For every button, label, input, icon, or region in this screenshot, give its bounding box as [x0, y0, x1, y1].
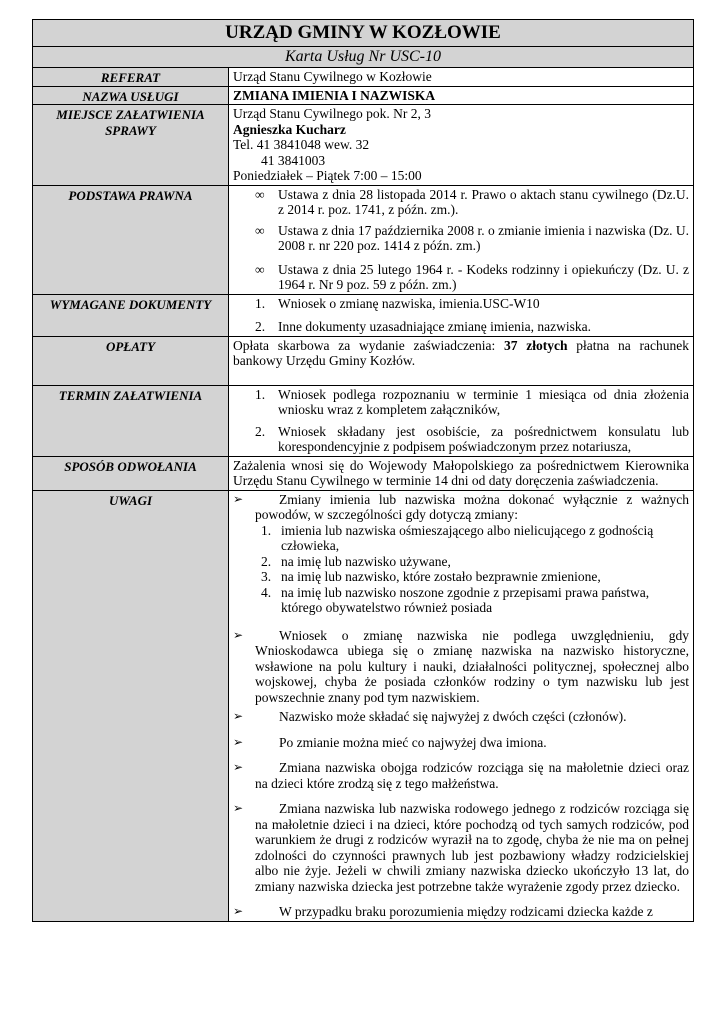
arrow-bullet-icon: ➢: [233, 734, 244, 749]
office-hours: Poniedziałek – Piątek 7:00 – 15:00: [233, 168, 422, 183]
remark-subitem: 1. imienia lub nazwiska ośmieszającego albo nielicującego z godnością człowieka,: [261, 522, 654, 553]
service-card: [32, 19, 693, 922]
row-sposob-odwolania: [33, 456, 694, 490]
phone-primary: Tel. 41 3841048 wew. 32: [233, 137, 370, 152]
document-item: 2. Inne dokumenty uzasadniające zmianę imienia, nazwiska.: [255, 319, 591, 334]
remark-item: ➢ Zmiany imienia lub nazwiska można dokonać wyłącznie z ważnych powodów, w szczególności gdy dotyczą zmiany: 1. imienia lub nazwiska ośmieszającego albo nielicującego z godnością człowieka, 2. na imię lub nazwisko używane, 3. na imię lub nazwisko, które zostało bezprawnie zmienione, 4. na imię lub nazwisko noszone zgodnie z przepisami prawa państwa, którego obywatelstwo również posiada: [233, 491, 689, 615]
contact-person: Agnieszka Kucharz: [233, 121, 346, 137]
value-referat: Urząd Stanu Cywilnego w Kozłowie: [229, 68, 694, 87]
remark-item: ➢ Zmiana nazwiska lub nazwiska rodowego jednego z rodziców rozciąga się na małoletnie dzieci i na dzieci, które pochodzą od tych samych rodziców, pod warunkiem że drugi z rodziców wyraził na to zgodę, chyba że nie ma on pełnej zdolności do czynności prawnych lub jest pozbawiony władzy rodzicielskiej albo nie żyje. Jeżeli w chwili zmiany nazwiska dziecko ukończyło 13 lat, do zmiany nazwiska dziecka jest potrzebne także wyrażenie zgody przez dziecko.: [233, 801, 689, 894]
label-uwagi: UWAGI: [33, 490, 229, 921]
remark-item: ➢ Wniosek o zmianę nazwiska nie podlega uwzględnieniu, gdy Wnioskodawca ubiega się o zmianę nazwiska na nazwisko historyczne, wsławione na polu kultury i nauki, działalności politycznej, społecznej albo wojskowej, chyba że posiada członków rodziny o tym nazwisku lub jest powszechnie znany pod tym nazwiskiem.: [233, 627, 689, 705]
deadline-item: 2. Wniosek składany jest osobiście, za pośrednictwem konsulatu lub korespondencyjnie z podpisem poświadczonym przez notariusza,: [255, 423, 689, 454]
legal-basis-item: ∞ Ustawa z dnia 17 października 2008 r. o zmianie imienia i nazwiska (Dz. U. 2008 r. nr 220 poz. 1414 z późn. zm.): [255, 222, 689, 253]
remarks-list: [233, 492, 689, 920]
value-miejsce: [229, 105, 694, 186]
value-uwagi: [229, 490, 694, 921]
remark-item: ➢ Nazwisko może składać się najwyżej z dwóch części (członów).: [233, 709, 627, 724]
card-number: Karta Usług Nr USC-10: [33, 47, 694, 68]
remark-item: ➢ Zmiana nazwiska obojga rodziców rozciąga się na małoletnie dzieci oraz na dzieci które zrodzą się z tego małżeństwa.: [233, 760, 689, 791]
phone-secondary: 41 3841003: [261, 152, 326, 168]
legal-basis-item: ∞ Ustawa z dnia 25 lutego 1964 r. - Kodeks rodzinny i opiekuńczy (Dz. U. z 1964 r. Nr 9 poz. 59 z późn. zm.): [255, 261, 689, 292]
row-podstawa-prawna: [33, 185, 694, 294]
row-uwagi: [33, 490, 694, 921]
label-miejsce: MIEJSCE ZAŁATWIENIA SPRAWY: [33, 105, 229, 186]
service-table: [32, 19, 694, 922]
document-item: 1. Wniosek o zmianę nazwiska, imienia.USC-W10: [255, 295, 540, 311]
arrow-bullet-icon: ➢: [233, 904, 244, 918]
legal-basis-item: ∞ Ustawa z dnia 28 listopada 2014 r. Prawo o aktach stanu cywilnego (Dz.U. z 2014 r. poz. 1741, z późn. zm.).: [255, 186, 689, 217]
remark-subitem: 2. na imię lub nazwisko używane,: [261, 553, 451, 569]
arrow-bullet-icon: ➢: [233, 491, 244, 506]
infinity-bullet-icon: ∞: [255, 261, 265, 277]
arrow-bullet-icon: ➢: [233, 709, 244, 723]
office-room: Urząd Stanu Cywilnego pok. Nr 2, 3: [233, 106, 431, 121]
deadline-item: 1. Wniosek podlega rozpoznaniu w terminie 1 miesiąca od dnia złożenia wniosku wraz z kompletem załączników,: [255, 386, 689, 417]
deadline-list: [233, 387, 689, 455]
arrow-bullet-icon: ➢: [233, 760, 244, 774]
value-oplaty: Opłata skarbowa za wydanie zaświadczenia: 37 złotych płatna na rachunek bankowy Urzędu Gminy Kozłów.: [229, 336, 694, 385]
office-title: URZĄD GMINY W KOZŁOWIE: [33, 20, 694, 47]
label-referat: REFERAT: [33, 68, 229, 87]
fee-amount: 37 złotych: [503, 337, 568, 353]
documents-list: [233, 296, 689, 335]
label-podstawa-prawna: PODSTAWA PRAWNA: [33, 185, 229, 294]
value-nazwa-uslugi: ZMIANA IMIENIA I NAZWISKA: [229, 86, 694, 105]
label-wymagane-dokumenty: WYMAGANE DOKUMENTY: [33, 294, 229, 336]
value-wymagane-dokumenty: [229, 294, 694, 336]
remark-item: ➢ Po zmianie można mieć co najwyżej dwa imiona.: [233, 734, 547, 750]
value-sposob-odwolania: Zażalenia wnosi się do Wojewody Małopolskiego za pośrednictwem Kierownika Urzędu Stanu Cywilnego w terminie 14 dni od daty doręczenia zaświadczenia.: [229, 456, 694, 490]
label-nazwa-uslugi: NAZWA USŁUGI: [33, 86, 229, 105]
remark-sublist: [255, 523, 689, 616]
label-oplaty: OPŁATY: [33, 336, 229, 385]
remark-item: ➢ W przypadku braku porozumienia między rodzicami dziecka każde z: [233, 904, 653, 919]
header-title-row: [33, 20, 694, 47]
header-subtitle-row: [33, 47, 694, 68]
arrow-bullet-icon: ➢: [233, 801, 244, 815]
label-sposob-odwolania: SPOSÓB ODWOŁANIA: [33, 456, 229, 490]
row-oplaty: [33, 336, 694, 385]
arrow-bullet-icon: ➢: [233, 627, 244, 642]
row-referat: [33, 68, 694, 87]
row-termin: [33, 385, 694, 456]
remark-subitem: 4. na imię lub nazwisko noszone zgodnie z przepisami prawa państwa, którego obywatelstwo również posiada: [261, 584, 650, 615]
row-miejsce: [33, 105, 694, 186]
infinity-bullet-icon: ∞: [255, 222, 265, 238]
row-wymagane-dokumenty: [33, 294, 694, 336]
value-termin: [229, 385, 694, 456]
infinity-bullet-icon: ∞: [255, 186, 265, 202]
legal-basis-list: [233, 187, 689, 293]
row-nazwa-uslugi: [33, 86, 694, 105]
label-termin: TERMIN ZAŁATWIENIA: [33, 385, 229, 456]
remark-subitem: 3. na imię lub nazwisko, które zostało bezprawnie zmienione,: [261, 569, 601, 584]
value-podstawa-prawna: [229, 185, 694, 294]
